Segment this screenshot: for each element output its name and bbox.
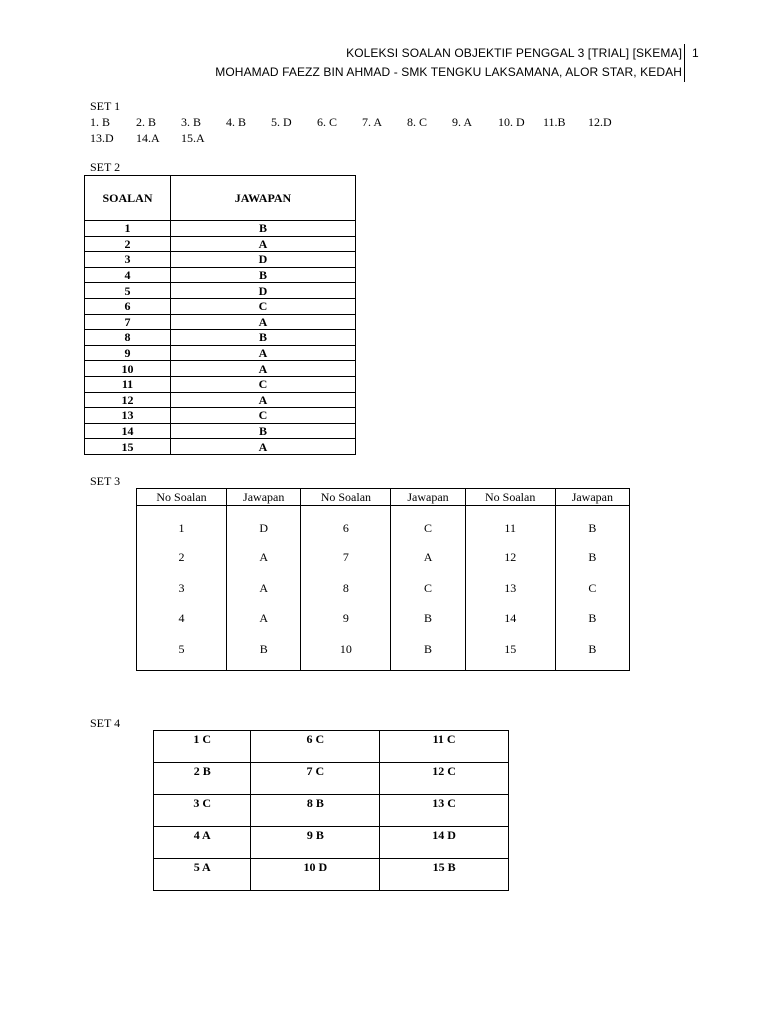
table-row [154, 763, 509, 795]
table-cell: A [171, 439, 356, 455]
table-cell: 3 [85, 252, 171, 268]
table-cell: B [227, 634, 301, 671]
set4-label: SET 4 [90, 716, 121, 730]
header-author: MOHAMAD FAEZZ BIN AHMAD - SMK TENGKU LAKSAMANA, ALOR STAR, KEDAH [215, 65, 682, 79]
table-cell: 8 [301, 573, 391, 604]
table-cell: 4 [137, 603, 227, 634]
table-row [154, 731, 509, 763]
column-header: JAWAPAN [171, 176, 356, 221]
table-row [85, 236, 356, 252]
table-cell: 11 [465, 506, 555, 543]
table-header-row [85, 176, 356, 221]
set1-answer: 8. C [407, 115, 428, 129]
table-row [137, 506, 630, 543]
set1-answer: 11.B [543, 115, 566, 129]
table-cell: D [171, 252, 356, 268]
table-row [137, 634, 630, 671]
table-row [154, 827, 509, 859]
table-cell: 15 [85, 439, 171, 455]
table-row [85, 392, 356, 408]
table-cell: 7 [301, 542, 391, 573]
table-cell: 14 D [380, 827, 509, 859]
table-cell: 13 C [380, 795, 509, 827]
set1-answer: 12.D [588, 115, 612, 129]
table-row [85, 376, 356, 392]
table-cell: 13 [85, 408, 171, 424]
table-cell: 4 A [154, 827, 251, 859]
table-cell: 9 B [251, 827, 380, 859]
table-cell: 2 B [154, 763, 251, 795]
set1-answer: 14.A [136, 131, 160, 145]
table-cell: B [171, 330, 356, 346]
table-cell: 1 [85, 221, 171, 237]
table-cell: 5 [85, 283, 171, 299]
table-cell: 10 [301, 634, 391, 671]
table-cell: A [227, 573, 301, 604]
table-cell: 3 C [154, 795, 251, 827]
table-cell: 11 [85, 376, 171, 392]
table-cell: 12 [465, 542, 555, 573]
table-row [85, 361, 356, 377]
table-row [85, 267, 356, 283]
column-header: Jawapan [555, 489, 629, 506]
table-row [85, 330, 356, 346]
set1-answer: 9. A [452, 115, 473, 129]
table-cell: 8 [85, 330, 171, 346]
table-cell: 13 [465, 573, 555, 604]
column-header: Jawapan [227, 489, 301, 506]
table-header-row [137, 489, 630, 506]
set1-answer: 2. B [136, 115, 157, 129]
table-row [154, 859, 509, 891]
table-cell: A [171, 361, 356, 377]
header-divider [684, 44, 685, 82]
column-header: SOALAN [85, 176, 171, 221]
table-cell: 7 C [251, 763, 380, 795]
column-header: No Soalan [465, 489, 555, 506]
table-cell: 5 [137, 634, 227, 671]
column-header: Jawapan [391, 489, 465, 506]
table-cell: B [391, 603, 465, 634]
table-cell: D [227, 506, 301, 543]
table-row [85, 283, 356, 299]
table-row [85, 345, 356, 361]
table-row [85, 252, 356, 268]
table-cell: C [391, 573, 465, 604]
page-number: 1 [692, 46, 699, 60]
table-cell: B [555, 506, 629, 543]
table-cell: C [555, 573, 629, 604]
table-cell: B [171, 267, 356, 283]
table-row [137, 573, 630, 604]
table-row [137, 542, 630, 573]
set1-label: SET 1 [90, 99, 121, 113]
table-row [85, 221, 356, 237]
table-cell: A [171, 392, 356, 408]
table-row [137, 603, 630, 634]
column-header: No Soalan [301, 489, 391, 506]
table-cell: B [555, 634, 629, 671]
table-cell: B [171, 221, 356, 237]
set1-answer: 5. D [271, 115, 292, 129]
header-title: KOLEKSI SOALAN OBJEKTIF PENGGAL 3 [TRIAL] [SKEMA] [346, 46, 682, 60]
set1-answer: 6. C [317, 115, 338, 129]
table-cell: 8 B [251, 795, 380, 827]
set3-table [136, 488, 630, 671]
table-cell: B [555, 603, 629, 634]
table-cell: A [171, 236, 356, 252]
table-cell: 2 [85, 236, 171, 252]
table-cell: C [171, 376, 356, 392]
table-cell: 7 [85, 314, 171, 330]
table-cell: 4 [85, 267, 171, 283]
table-cell: B [391, 634, 465, 671]
table-row [85, 314, 356, 330]
table-cell: A [227, 542, 301, 573]
set2-label: SET 2 [90, 160, 121, 174]
table-cell: C [391, 506, 465, 543]
table-cell: 15 [465, 634, 555, 671]
set1-answer: 3. B [181, 115, 202, 129]
table-cell: A [391, 542, 465, 573]
set2-table [84, 175, 356, 455]
table-cell: 5 A [154, 859, 251, 891]
table-cell: A [227, 603, 301, 634]
set3-label: SET 3 [90, 474, 121, 488]
table-cell: 6 [301, 506, 391, 543]
table-row [85, 408, 356, 424]
table-cell: 3 [137, 573, 227, 604]
table-cell: C [171, 298, 356, 314]
table-cell: 11 C [380, 731, 509, 763]
table-cell: C [171, 408, 356, 424]
set1-answer: 13.D [90, 131, 114, 145]
table-cell: 9 [301, 603, 391, 634]
table-cell: 10 D [251, 859, 380, 891]
page-header [215, 44, 682, 82]
column-header: No Soalan [137, 489, 227, 506]
set1-answer: 15.A [181, 131, 205, 145]
table-cell: 2 [137, 542, 227, 573]
set1-answer: 7. A [362, 115, 383, 129]
table-cell: 1 C [154, 731, 251, 763]
table-cell: 1 [137, 506, 227, 543]
set1-answer: 1. B [90, 115, 111, 129]
table-row [154, 795, 509, 827]
table-cell: 14 [85, 423, 171, 439]
set4-table [153, 730, 509, 891]
table-cell: 6 [85, 298, 171, 314]
table-cell: 12 C [380, 763, 509, 795]
set1-answer: 10. D [498, 115, 525, 129]
table-cell: A [171, 314, 356, 330]
table-row [85, 298, 356, 314]
table-cell: 9 [85, 345, 171, 361]
table-row [85, 439, 356, 455]
table-cell: 6 C [251, 731, 380, 763]
table-cell: B [171, 423, 356, 439]
table-cell: A [171, 345, 356, 361]
table-row [85, 423, 356, 439]
table-cell: 10 [85, 361, 171, 377]
table-cell: D [171, 283, 356, 299]
table-cell: 12 [85, 392, 171, 408]
table-cell: 15 B [380, 859, 509, 891]
table-cell: 14 [465, 603, 555, 634]
table-cell: B [555, 542, 629, 573]
set1-answer: 4. B [226, 115, 247, 129]
